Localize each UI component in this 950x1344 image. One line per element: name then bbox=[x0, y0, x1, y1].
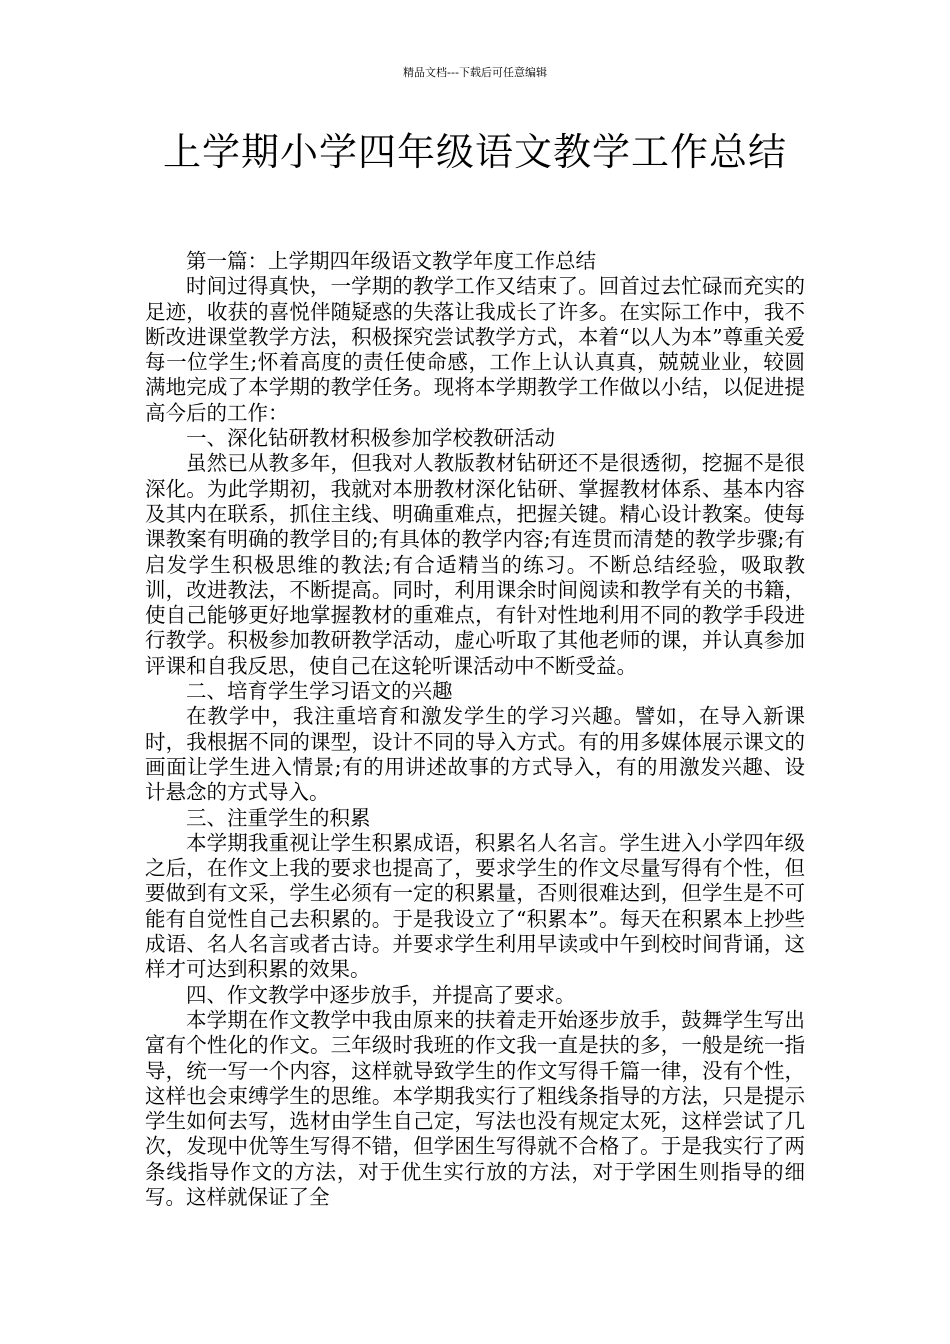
section-heading: 一、深化钻研教材积极参加学校教研活动 bbox=[186, 426, 555, 451]
body-paragraph: 时间过得真快，一学期的教学工作又结束了。回首过去忙碌而充实的足迹，收获的喜悦伴随疑惑的失落让我成长了许多。在实际工作中，我不断改进课堂教学方法，积极探究尝试教学方式，本着“以人为本”尊重关爱每一位学生;怀着高度的责任使命感，工作上认认真真，兢兢业业，较圆满地完成了本学期的教学任务。现将本学期教学工作做以小结，以促进提高今后的工作： bbox=[145, 274, 805, 425]
document-title: 上学期小学四年级语文教学工作总结 bbox=[162, 130, 787, 174]
section-heading: 第一篇：上学期四年级语文教学年度工作总结 bbox=[186, 249, 596, 273]
document-body bbox=[145, 249, 805, 1210]
header-note: 精品文档---下载后可任意编辑 bbox=[403, 66, 547, 79]
section-heading: 三、注重学生的积累 bbox=[186, 805, 371, 830]
body-paragraph: 本学期在作文教学中我由原来的扶着走开始逐步放手，鼓舞学生写出富有个性化的作文。三年级时我班的作文我一直是扶的多，一般是统一指导，统一写一个内容，这样就导致学生的作文写得千篇一律，没有个性，这样也会束缚学生的思维。本学期我实行了粗线条指导的方法，只是提示学生如何去写，选材由学生自己定，写法也没有规定太死，这样尝试了几次，发现中优等生写得不错，但学困生写得就不合格了。于是我实行了两条线指导作文的方法，对于优生实行放的方法，对于学困生则指导的细写。这样就保证了全 bbox=[145, 1007, 805, 1209]
section-heading: 四、作文教学中逐步放手，并提高了要求。 bbox=[186, 982, 576, 1007]
section-heading: 二、培育学生学习语文的兴趣 bbox=[186, 679, 453, 704]
body-paragraph: 虽然已从教多年，但我对人教版教材钻研还不是很透彻，挖掘不是很深化。为此学期初，我就对本册教材深化钻研、掌握教材体系、基本内容及其内在联系，抓住主线、明确重难点，把握关键。精心设计教案。使每课教案有明确的教学目的;有具体的教学内容;有连贯而清楚的教学步骤;有启发学生积极思维的教法;有合适精当的练习。不断总结经验，吸取教训，改进教法，不断提高。同时，利用课余时间阅读和教学有关的书籍，使自己能够更好地掌握教材的重难点，有针对性地利用不同的教学手段进行教学。积极参加教研教学活动，虚心听取了其他老师的课，并认真参加评课和自我反思，使自己在这轮听课活动中不断受益。 bbox=[145, 451, 805, 678]
body-paragraph: 在教学中，我注重培育和激发学生的学习兴趣。譬如，在导入新课时，我根据不同的课型，设计不同的导入方式。有的用多媒体展示课文的画面让学生进入情景;有的用讲述故事的方式导入，有的用激发兴趣、设计悬念的方式导入。 bbox=[145, 704, 805, 805]
body-paragraph: 本学期我重视让学生积累成语，积累名人名言。学生进入小学四年级之后，在作文上我的要求也提高了，要求学生的作文尽量写得有个性，但要做到有文采，学生必须有一定的积累量，否则很难达到，但学生是不可能有自觉性自己去积累的。于是我设立了“积累本”。每天在积累本上抄些成语、名人名言或者古诗。并要求学生利用早读或中午到校时间背诵，这样才可达到积累的效果。 bbox=[145, 830, 805, 982]
